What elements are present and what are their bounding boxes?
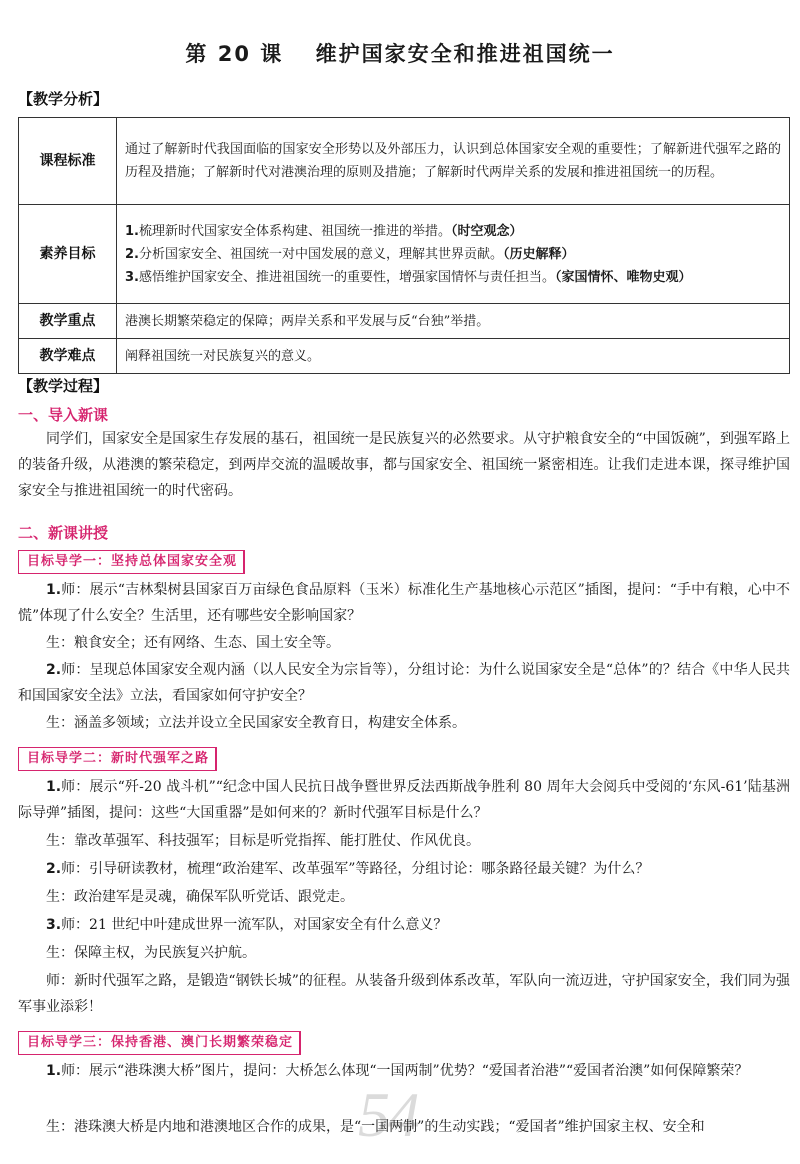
row-label: 教学重点: [19, 304, 117, 339]
row-label: 素养目标: [19, 205, 117, 304]
list-item: 生：粮食安全；还有网络、生态、国土安全等。: [46, 635, 340, 651]
list-item: 3.感悟维护国家安全、推进祖国统一的重要性，增强家国情怀与责任担当。（家国情怀、唯物史观）: [125, 269, 692, 285]
goal-banner-3: 目标导学三：保持香港、澳门长期繁荣稳定: [18, 1031, 299, 1055]
goal-banner-2: 目标导学二：新时代强军之路: [18, 747, 215, 771]
row-text: 港澳长期繁荣稳定的保障；两岸关系和平发展与反“台独”举措。: [117, 304, 790, 339]
list-item: 3.师：21 世纪中叶建成世界一流军队，对国家安全有什么意义？: [46, 917, 448, 933]
list-item: 2.分析国家安全、祖国统一对中国发展的意义，理解其世界贡献。（历史解释）: [125, 246, 575, 262]
table-row: [19, 118, 790, 205]
list-item: 生：保障主权，为民族复兴护航。: [46, 945, 256, 961]
table-row: [19, 304, 790, 339]
page-number: 54: [358, 1079, 418, 1150]
row-label: 教学难点: [19, 339, 117, 374]
new-lesson-heading: 二、新课讲授: [18, 524, 109, 542]
list-item: 师：新时代强军之路，是锻造“钢铁长城”的征程。从装备升级到体系改革，军队向一流迈进，守护国家安全，我们同为强军事业添彩！: [18, 973, 790, 1015]
analysis-heading: 【教学分析】: [18, 90, 109, 108]
list-item: 2.师：引导研读教材，梳理“政治建军、改革强军”等路径，分组讨论：哪条路径最关键？为什么？: [46, 861, 650, 877]
lesson-title: 第 20 课 维护国家安全和推进祖国统一: [185, 42, 615, 66]
intro-heading: 一、导入新课: [18, 406, 109, 424]
list-item: 1.师：展示“港珠澳大桥”图片，提问：大桥怎么体现“一国两制”优势？“爱国者治港”“爱国者治澳”如何保障繁荣？: [46, 1063, 749, 1079]
list-item: 生：涵盖多领域；立法并设立全民国家安全教育日，构建安全体系。: [46, 715, 466, 731]
list-item: 1.梳理新时代国家安全体系构建、祖国统一推进的举措。（时空观念）: [125, 223, 523, 239]
process-heading: 【教学过程】: [18, 377, 109, 395]
list-item: 2.师：呈现总体国家安全观内涵（以人民安全为宗旨等），分组讨论：为什么说国家安全是“总体”的？结合《中华人民共和国国家安全法》立法，看国家如何守护安全？: [18, 662, 790, 704]
intro-paragraph: 同学们，国家安全是国家生存发展的基石，祖国统一是民族复兴的必然要求。从守护粮食安全的“中国饭碗”，到强军路上的装备升级，从港澳的繁荣稳定，到两岸交流的温暖故事，都与国家安全、祖国统一紧密相连。让我们走进本课，探寻维护国家安全与推进祖国统一的时代密码。: [18, 431, 790, 499]
analysis-table: [18, 117, 790, 374]
row-label: 课程标准: [19, 118, 117, 205]
row-items: [117, 205, 790, 304]
list-item: 1.师：展示“吉林梨树县国家百万亩绿色食品原料（玉米）标准化生产基地核心示范区”插图，提问：“手中有粮，心中不慌”体现了什么安全？生活里，还有哪些安全影响国家？: [18, 582, 790, 624]
table-row: [19, 339, 790, 374]
list-item: 生：港珠澳大桥是内地和港澳地区合作的成果，是“一国两制”的生动实践；“爱国者”维护国家主权、安全和: [46, 1119, 705, 1135]
list-item: 1.师：展示“歼-20 战斗机”“纪念中国人民抗日战争暨世界反法西斯战争胜利 80 周年大会阅兵中受阅的‘东风-61’陆基洲际导弹”插图，提问：这些“大国重器”是如何来的？新时代强军目标是什么？: [18, 779, 790, 821]
row-text: 阐释祖国统一对民族复兴的意义。: [117, 339, 790, 374]
goal-banner-1: 目标导学一：坚持总体国家安全观: [18, 550, 243, 574]
row-text: 通过了解新时代我国面临的国家安全形势以及外部压力，认识到总体国家安全观的重要性；了解新进代强军之路的历程及措施；了解新时代对港澳治理的原则及措施；了解新时代两岸关系的发展和推进祖国统一的历程。: [117, 118, 790, 205]
list-item: 生：靠改革强军、科技强军；目标是听党指挥、能打胜仗、作风优良。: [46, 833, 480, 849]
list-item: 生：政治建军是灵魂，确保军队听党话、跟党走。: [46, 889, 354, 905]
table-row: [19, 205, 790, 304]
